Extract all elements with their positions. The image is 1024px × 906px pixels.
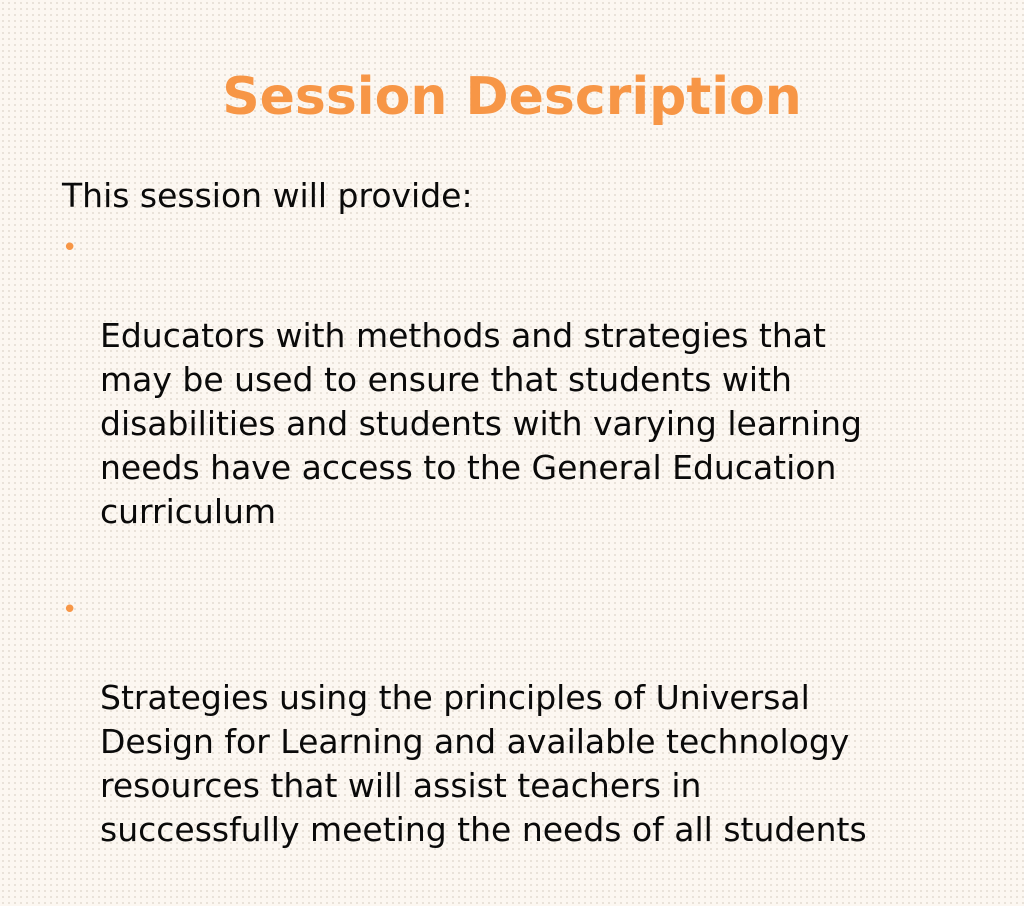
slide-title: Session Description (222, 67, 802, 127)
bullet-dot-icon: • (62, 595, 78, 625)
intro-text: This session will provide: (62, 176, 473, 215)
bullet-item (62, 588, 962, 896)
bullet-text: Strategies using the principles of Universal Design for Learning and available technology resources that will assist teachers in successfully meeting the needs of all students (100, 678, 867, 849)
bullet-list (62, 226, 962, 896)
bullet-item (62, 226, 962, 578)
bullet-dot-icon: • (62, 233, 78, 263)
slide-body (62, 174, 962, 906)
bullet-text: Educators with methods and strategies that may be used to ensure that students with disabilities and students with varying learning needs have access to the General Education curriculum (100, 316, 862, 531)
